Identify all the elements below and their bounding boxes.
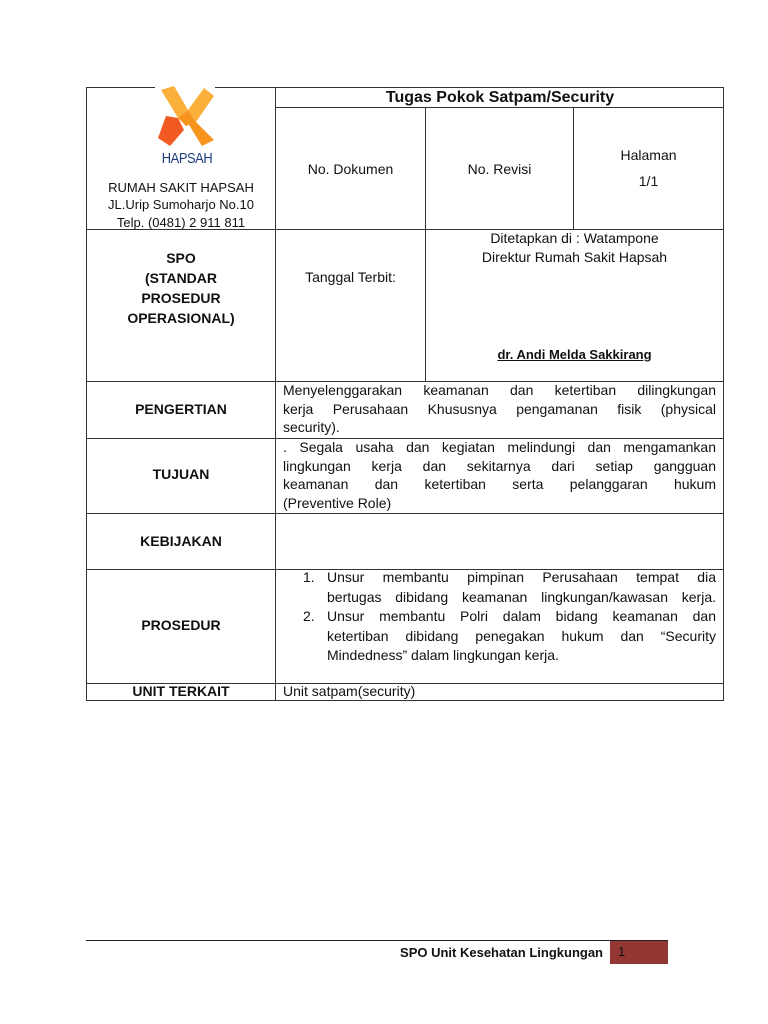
- hospital-phone: Telp. (0481) 2 911 811: [116, 215, 246, 230]
- halaman-value: 1/1: [638, 173, 659, 189]
- tujuan-line: keamanan dan ketertiban serta pelanggaran hukum: [283, 476, 716, 492]
- footer-title: SPO Unit Kesehatan Lingkungan: [400, 945, 603, 960]
- tujuan-label: TUJUAN: [152, 466, 210, 482]
- document-title: Tugas Pokok Satpam/Security: [385, 89, 615, 106]
- signatory-name: dr. Andi Melda Sakkirang: [497, 347, 652, 362]
- table-border-right: [723, 87, 724, 701]
- hospital-name: RUMAH SAKIT HAPSAH: [108, 180, 254, 195]
- ditetapkan-line-2: Direktur Rumah Sakit Hapsah: [481, 249, 668, 265]
- footer-rule: [86, 940, 668, 941]
- ditetapkan-line-1: Ditetapkan di : Watampone: [490, 230, 659, 246]
- tujuan-row-divider: [86, 513, 724, 514]
- prosedur-item-line: Mindedness” dalam lingkungan kerja.: [327, 647, 559, 663]
- tujuan-line: . Segala usaha dan kegiatan melindungi dan mengamankan: [283, 439, 716, 455]
- hospital-address: JL.Urip Sumoharjo No.10: [108, 197, 254, 212]
- kebijakan-label: KEBIJAKAN: [140, 533, 222, 549]
- spo-line-2: (STANDAR: [144, 270, 218, 286]
- prosedur-item-line: Unsur membantu Polri dalam bidang keamanan dan: [327, 608, 716, 624]
- prosedur-item-number: 2.: [303, 608, 315, 624]
- spo-line-3: PROSEDUR: [141, 290, 221, 306]
- prosedur-item-line: Unsur membantu pimpinan Perusahaan tempat dia: [327, 569, 716, 585]
- pengertian-line: Menyelenggarakan keamanan dan ketertiban dilingkungan: [283, 382, 716, 398]
- unit-terkait-label: UNIT TERKAIT: [132, 683, 230, 699]
- footer-page-number: 1: [610, 941, 668, 964]
- no-revisi-label: No. Revisi: [467, 161, 532, 177]
- spo-line-4: OPERASIONAL): [127, 310, 235, 326]
- prosedur-list: [283, 568, 716, 666]
- prosedur-item: [283, 568, 716, 607]
- tujuan-line: lingkungan kerja dan sekitarnya dari setiap gangguan: [283, 457, 716, 474]
- pengertian-text: [283, 381, 716, 437]
- revisi-halaman-divider: [573, 107, 574, 230]
- pengertian-line: kerja Perusahaan Khususnya pengamanan fisik (physical: [283, 400, 716, 417]
- spo-label: [87, 248, 275, 328]
- pengertian-label: PENGERTIAN: [135, 401, 227, 417]
- prosedur-item: [283, 607, 716, 666]
- unit-terkait-text: Unit satpam(security): [283, 683, 416, 699]
- prosedur-item-line: ketertiban dibidang penegakan hukum dan “Security: [327, 627, 716, 644]
- tanggal-terbit-label: Tanggal Terbit:: [305, 269, 396, 285]
- tujuan-line: (Preventive Role): [283, 494, 392, 511]
- table-border-left: [86, 87, 87, 701]
- tujuan-text: [283, 438, 716, 512]
- prosedur-item-line: bertugas dibidang keamanan lingkungan/kawasan kerja.: [327, 588, 716, 605]
- no-dokumen-label: No. Dokumen: [307, 161, 394, 177]
- hapsah-logo-icon: [158, 86, 216, 148]
- logo-text: HAPSAH: [161, 150, 213, 167]
- prosedur-label: PROSEDUR: [141, 617, 221, 633]
- prosedur-item-number: 1.: [303, 569, 315, 585]
- spo-line-1: SPO: [166, 250, 196, 266]
- label-column-divider: [275, 87, 276, 701]
- halaman-label: Halaman: [620, 147, 677, 163]
- pengertian-line: security).: [283, 419, 340, 435]
